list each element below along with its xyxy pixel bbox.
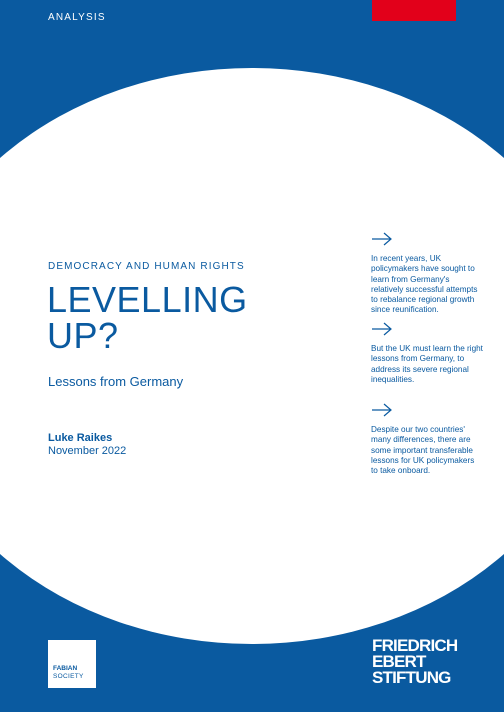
red-accent-tab: [372, 0, 456, 21]
key-point-3: [371, 403, 483, 476]
page-subtitle: Lessons from Germany: [48, 374, 184, 389]
section-label: DEMOCRACY AND HUMAN RIGHTS: [48, 261, 245, 272]
publication-date: November 2022: [48, 445, 127, 457]
fes-logo-line-1: FRIEDRICH: [372, 636, 458, 655]
fes-logo-line-3: STIFTUNG: [372, 668, 451, 687]
key-point-text: In recent years, UK policymakers have sought to learn from Germany's relatively successful attempts to rebalance regional growth since reunification.: [371, 254, 478, 315]
fes-logo-line-2: EBERT: [372, 652, 426, 671]
title-line-1: LEVELLING: [47, 279, 248, 320]
key-point-text: Despite our two countries' many differences, there are some important transferable lessons for UK policymakers to take onboard.: [371, 425, 475, 476]
fabian-logo-line-2: SOCIETY: [53, 673, 84, 680]
page-title: [47, 279, 248, 356]
arrow-right-icon: [371, 322, 393, 336]
author-name: Luke Raikes: [48, 432, 113, 444]
arrow-right-icon: [371, 403, 393, 417]
key-point-1: [371, 232, 483, 316]
arrow-right-icon: [371, 232, 393, 246]
friedrich-ebert-stiftung-logo: [372, 638, 457, 686]
fabian-logo-line-1: FABIAN: [53, 665, 78, 672]
key-point-text: But the UK must learn the right lessons from Germany, to address its severe regional inequalities.: [371, 344, 483, 384]
key-point-2: [371, 322, 483, 385]
title-line-2: UP?: [47, 315, 119, 356]
fabian-society-logo: [48, 640, 96, 688]
document-type-label: ANALYSIS: [48, 12, 106, 23]
